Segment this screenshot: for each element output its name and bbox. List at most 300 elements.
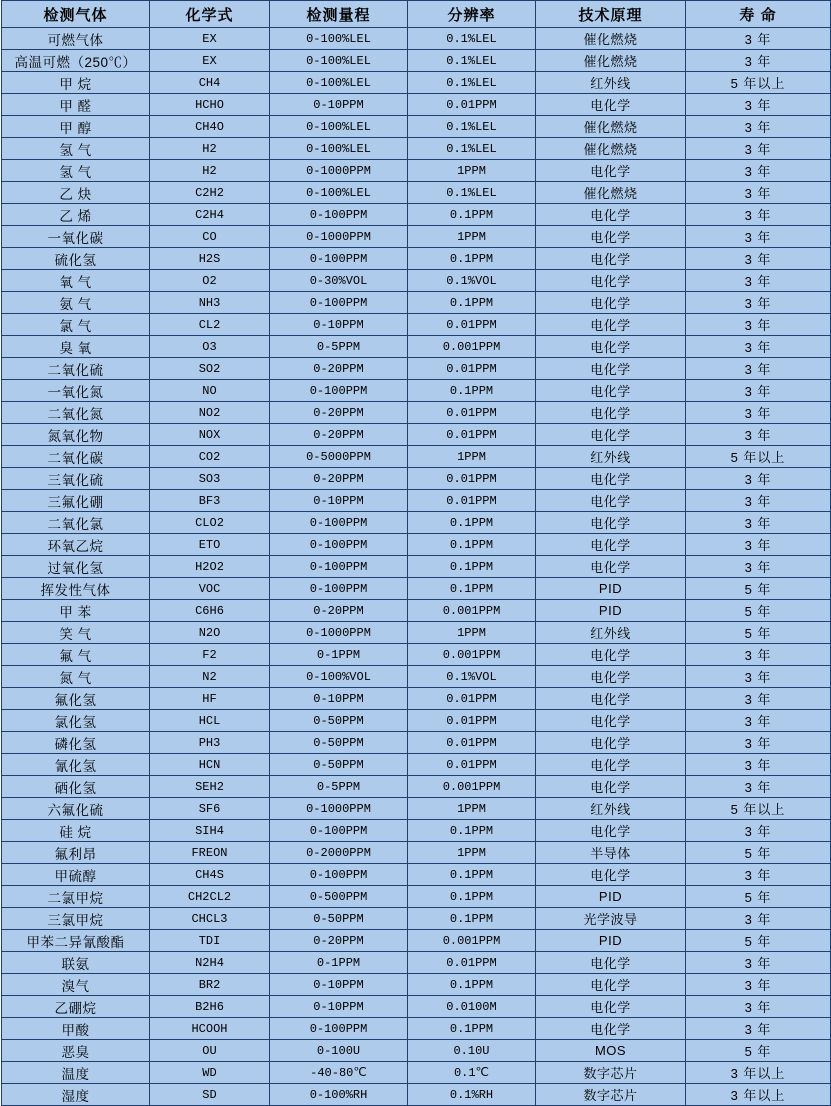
table-row bbox=[2, 798, 831, 820]
cell-formula: H2 bbox=[150, 160, 270, 182]
table-row bbox=[2, 820, 831, 842]
cell-lifetime: 3 年 bbox=[686, 490, 831, 512]
table-row bbox=[2, 94, 831, 116]
cell-resolution: 0.1%LEL bbox=[408, 182, 536, 204]
cell-range: 0-30%VOL bbox=[270, 270, 408, 292]
table-row bbox=[2, 754, 831, 776]
cell-formula: SD bbox=[150, 1084, 270, 1106]
cell-principle: 电化学 bbox=[536, 248, 686, 270]
cell-formula: EX bbox=[150, 28, 270, 50]
cell-gas-name: 可燃气体 bbox=[2, 28, 150, 50]
cell-gas-name: 一氧化碳 bbox=[2, 226, 150, 248]
cell-gas-name: 氧 气 bbox=[2, 270, 150, 292]
cell-resolution: 0.01PPM bbox=[408, 468, 536, 490]
cell-resolution: 1PPM bbox=[408, 226, 536, 248]
cell-gas-name: 湿度 bbox=[2, 1084, 150, 1106]
cell-formula: CH4S bbox=[150, 864, 270, 886]
cell-resolution: 0.01PPM bbox=[408, 358, 536, 380]
cell-formula: HCL bbox=[150, 710, 270, 732]
cell-formula: SO2 bbox=[150, 358, 270, 380]
cell-formula: SIH4 bbox=[150, 820, 270, 842]
table-row bbox=[2, 622, 831, 644]
cell-range: 0-10PPM bbox=[270, 996, 408, 1018]
cell-resolution: 1PPM bbox=[408, 842, 536, 864]
table-row bbox=[2, 380, 831, 402]
cell-gas-name: 高温可燃（250℃） bbox=[2, 50, 150, 72]
cell-range: 0-5000PPM bbox=[270, 446, 408, 468]
cell-principle: PID bbox=[536, 600, 686, 622]
cell-resolution: 0.1%VOL bbox=[408, 666, 536, 688]
cell-resolution: 0.1%LEL bbox=[408, 116, 536, 138]
cell-range: 0-100%LEL bbox=[270, 50, 408, 72]
cell-lifetime: 3 年 bbox=[686, 974, 831, 996]
cell-lifetime: 3 年 bbox=[686, 556, 831, 578]
column-header-range: 检测量程 bbox=[270, 1, 408, 28]
cell-resolution: 1PPM bbox=[408, 160, 536, 182]
cell-lifetime: 5 年 bbox=[686, 842, 831, 864]
cell-gas-name: 氢 气 bbox=[2, 138, 150, 160]
table-row bbox=[2, 1062, 831, 1084]
cell-lifetime: 3 年 bbox=[686, 1018, 831, 1040]
cell-principle: 电化学 bbox=[536, 270, 686, 292]
cell-gas-name: 二氧化硫 bbox=[2, 358, 150, 380]
cell-resolution: 0.01PPM bbox=[408, 402, 536, 424]
cell-gas-name: 氟化氢 bbox=[2, 688, 150, 710]
cell-formula: CH4O bbox=[150, 116, 270, 138]
table-header bbox=[2, 1, 831, 28]
table-row bbox=[2, 864, 831, 886]
cell-range: 0-1000PPM bbox=[270, 798, 408, 820]
table-row bbox=[2, 974, 831, 996]
cell-lifetime: 5 年 bbox=[686, 622, 831, 644]
cell-principle: 红外线 bbox=[536, 72, 686, 94]
cell-gas-name: 环氧乙烷 bbox=[2, 534, 150, 556]
cell-gas-name: 臭 氧 bbox=[2, 336, 150, 358]
cell-gas-name: 联氨 bbox=[2, 952, 150, 974]
cell-formula: NO bbox=[150, 380, 270, 402]
cell-lifetime: 3 年 bbox=[686, 292, 831, 314]
cell-formula: F2 bbox=[150, 644, 270, 666]
cell-range: 0-50PPM bbox=[270, 732, 408, 754]
cell-lifetime: 5 年 bbox=[686, 886, 831, 908]
cell-gas-name: 溴气 bbox=[2, 974, 150, 996]
cell-principle: 电化学 bbox=[536, 534, 686, 556]
cell-range: 0-50PPM bbox=[270, 908, 408, 930]
cell-resolution: 0.01PPM bbox=[408, 424, 536, 446]
cell-range: 0-100%LEL bbox=[270, 182, 408, 204]
table-row bbox=[2, 72, 831, 94]
cell-principle: 红外线 bbox=[536, 446, 686, 468]
table-body bbox=[2, 28, 831, 1106]
table-row bbox=[2, 842, 831, 864]
table-row bbox=[2, 952, 831, 974]
cell-gas-name: 磷化氢 bbox=[2, 732, 150, 754]
cell-formula: H2O2 bbox=[150, 556, 270, 578]
cell-formula: FREON bbox=[150, 842, 270, 864]
table-row bbox=[2, 732, 831, 754]
cell-lifetime: 3 年 bbox=[686, 776, 831, 798]
column-header-gas: 检测气体 bbox=[2, 1, 150, 28]
table-row bbox=[2, 204, 831, 226]
cell-resolution: 0.01PPM bbox=[408, 94, 536, 116]
cell-gas-name: 恶臭 bbox=[2, 1040, 150, 1062]
cell-resolution: 0.01PPM bbox=[408, 710, 536, 732]
cell-gas-name: 氯 气 bbox=[2, 314, 150, 336]
cell-resolution: 0.01PPM bbox=[408, 688, 536, 710]
cell-lifetime: 3 年 bbox=[686, 336, 831, 358]
column-header-formula: 化学式 bbox=[150, 1, 270, 28]
cell-resolution: 1PPM bbox=[408, 446, 536, 468]
cell-gas-name: 乙 炔 bbox=[2, 182, 150, 204]
cell-formula: ETO bbox=[150, 534, 270, 556]
cell-lifetime: 3 年 bbox=[686, 226, 831, 248]
cell-formula: H2S bbox=[150, 248, 270, 270]
cell-principle: 数字芯片 bbox=[536, 1084, 686, 1106]
cell-lifetime: 5 年以上 bbox=[686, 798, 831, 820]
cell-resolution: 0.001PPM bbox=[408, 644, 536, 666]
cell-principle: 电化学 bbox=[536, 358, 686, 380]
cell-gas-name: 氯化氢 bbox=[2, 710, 150, 732]
cell-range: 0-10PPM bbox=[270, 490, 408, 512]
cell-formula: SEH2 bbox=[150, 776, 270, 798]
cell-lifetime: 5 年 bbox=[686, 600, 831, 622]
table-row bbox=[2, 248, 831, 270]
cell-principle: 电化学 bbox=[536, 380, 686, 402]
cell-gas-name: 三氟化硼 bbox=[2, 490, 150, 512]
cell-principle: 电化学 bbox=[536, 776, 686, 798]
cell-principle: 电化学 bbox=[536, 424, 686, 446]
cell-range: 0-100PPM bbox=[270, 820, 408, 842]
cell-principle: 电化学 bbox=[536, 556, 686, 578]
cell-range: 0-100%LEL bbox=[270, 116, 408, 138]
cell-lifetime: 3 年 bbox=[686, 688, 831, 710]
table-row bbox=[2, 314, 831, 336]
cell-lifetime: 3 年 bbox=[686, 468, 831, 490]
table-row bbox=[2, 600, 831, 622]
cell-resolution: 0.1PPM bbox=[408, 974, 536, 996]
cell-resolution: 0.1%LEL bbox=[408, 138, 536, 160]
cell-range: 0-100%RH bbox=[270, 1084, 408, 1106]
cell-gas-name: 氟利昂 bbox=[2, 842, 150, 864]
cell-resolution: 0.1%LEL bbox=[408, 50, 536, 72]
cell-gas-name: 三氯甲烷 bbox=[2, 908, 150, 930]
cell-gas-name: 氮 气 bbox=[2, 666, 150, 688]
cell-gas-name: 甲 醇 bbox=[2, 116, 150, 138]
cell-range: 0-100%LEL bbox=[270, 138, 408, 160]
cell-gas-name: 甲苯二异氰酸酯 bbox=[2, 930, 150, 952]
cell-principle: 催化燃烧 bbox=[536, 28, 686, 50]
cell-principle: 电化学 bbox=[536, 996, 686, 1018]
cell-formula: CH4 bbox=[150, 72, 270, 94]
cell-resolution: 0.1PPM bbox=[408, 556, 536, 578]
cell-principle: 电化学 bbox=[536, 974, 686, 996]
cell-gas-name: 氢 气 bbox=[2, 160, 150, 182]
cell-range: 0-100%VOL bbox=[270, 666, 408, 688]
cell-range: 0-100PPM bbox=[270, 556, 408, 578]
table-row bbox=[2, 28, 831, 50]
cell-lifetime: 3 年 bbox=[686, 820, 831, 842]
cell-formula: OU bbox=[150, 1040, 270, 1062]
cell-principle: 电化学 bbox=[536, 336, 686, 358]
table-row bbox=[2, 1084, 831, 1106]
gas-sensor-table bbox=[1, 0, 831, 1106]
cell-lifetime: 3 年 bbox=[686, 952, 831, 974]
cell-range: 0-500PPM bbox=[270, 886, 408, 908]
cell-formula: C2H4 bbox=[150, 204, 270, 226]
cell-lifetime: 3 年 bbox=[686, 864, 831, 886]
cell-principle: 电化学 bbox=[536, 666, 686, 688]
cell-lifetime: 3 年 bbox=[686, 248, 831, 270]
table-row bbox=[2, 116, 831, 138]
cell-principle: 电化学 bbox=[536, 204, 686, 226]
cell-principle: 催化燃烧 bbox=[536, 50, 686, 72]
cell-principle: 电化学 bbox=[536, 820, 686, 842]
cell-formula: B2H6 bbox=[150, 996, 270, 1018]
cell-formula: N2H4 bbox=[150, 952, 270, 974]
cell-resolution: 0.01PPM bbox=[408, 732, 536, 754]
cell-range: 0-100%LEL bbox=[270, 72, 408, 94]
cell-resolution: 0.1PPM bbox=[408, 292, 536, 314]
cell-formula: HCN bbox=[150, 754, 270, 776]
table-row bbox=[2, 468, 831, 490]
cell-formula: H2 bbox=[150, 138, 270, 160]
cell-lifetime: 3 年 bbox=[686, 182, 831, 204]
table-row bbox=[2, 358, 831, 380]
cell-lifetime: 5 年 bbox=[686, 578, 831, 600]
cell-resolution: 0.01PPM bbox=[408, 754, 536, 776]
cell-principle: 电化学 bbox=[536, 952, 686, 974]
cell-formula: HF bbox=[150, 688, 270, 710]
table-row bbox=[2, 292, 831, 314]
cell-gas-name: 甲 烷 bbox=[2, 72, 150, 94]
cell-formula: CO2 bbox=[150, 446, 270, 468]
cell-principle: 数字芯片 bbox=[536, 1062, 686, 1084]
cell-resolution: 0.1PPM bbox=[408, 204, 536, 226]
cell-formula: CO bbox=[150, 226, 270, 248]
cell-principle: 电化学 bbox=[536, 1018, 686, 1040]
cell-principle: 电化学 bbox=[536, 314, 686, 336]
cell-formula: HCHO bbox=[150, 94, 270, 116]
cell-lifetime: 3 年以上 bbox=[686, 1084, 831, 1106]
column-header-resolution: 分辨率 bbox=[408, 1, 536, 28]
cell-lifetime: 5 年以上 bbox=[686, 446, 831, 468]
cell-principle: 光学波导 bbox=[536, 908, 686, 930]
cell-range: 0-1000PPM bbox=[270, 226, 408, 248]
table-row bbox=[2, 556, 831, 578]
cell-resolution: 0.1%VOL bbox=[408, 270, 536, 292]
cell-formula: C6H6 bbox=[150, 600, 270, 622]
table-row bbox=[2, 688, 831, 710]
table-row bbox=[2, 490, 831, 512]
cell-principle: 电化学 bbox=[536, 226, 686, 248]
cell-resolution: 0.01PPM bbox=[408, 490, 536, 512]
cell-principle: 半导体 bbox=[536, 842, 686, 864]
cell-formula: SO3 bbox=[150, 468, 270, 490]
cell-range: 0-10PPM bbox=[270, 688, 408, 710]
cell-lifetime: 3 年 bbox=[686, 908, 831, 930]
cell-lifetime: 3 年 bbox=[686, 710, 831, 732]
cell-range: 0-10PPM bbox=[270, 974, 408, 996]
cell-resolution: 0.1%LEL bbox=[408, 28, 536, 50]
cell-formula: CL2 bbox=[150, 314, 270, 336]
cell-range: 0-10PPM bbox=[270, 94, 408, 116]
table-row bbox=[2, 644, 831, 666]
cell-gas-name: 笑 气 bbox=[2, 622, 150, 644]
cell-gas-name: 温度 bbox=[2, 1062, 150, 1084]
cell-range: 0-1000PPM bbox=[270, 622, 408, 644]
cell-formula: CLO2 bbox=[150, 512, 270, 534]
cell-formula: TDI bbox=[150, 930, 270, 952]
cell-range: 0-20PPM bbox=[270, 468, 408, 490]
cell-formula: PH3 bbox=[150, 732, 270, 754]
cell-lifetime: 3 年 bbox=[686, 732, 831, 754]
table-row bbox=[2, 710, 831, 732]
cell-range: 0-100PPM bbox=[270, 204, 408, 226]
cell-lifetime: 3 年以上 bbox=[686, 1062, 831, 1084]
table-row bbox=[2, 270, 831, 292]
cell-lifetime: 3 年 bbox=[686, 94, 831, 116]
cell-resolution: 0.001PPM bbox=[408, 600, 536, 622]
table-row bbox=[2, 446, 831, 468]
cell-gas-name: 二氧化氯 bbox=[2, 512, 150, 534]
cell-resolution: 0.1%RH bbox=[408, 1084, 536, 1106]
cell-principle: PID bbox=[536, 578, 686, 600]
cell-gas-name: 硫化氢 bbox=[2, 248, 150, 270]
cell-principle: 电化学 bbox=[536, 94, 686, 116]
cell-gas-name: 乙 烯 bbox=[2, 204, 150, 226]
cell-formula: O3 bbox=[150, 336, 270, 358]
cell-lifetime: 3 年 bbox=[686, 380, 831, 402]
cell-range: 0-50PPM bbox=[270, 710, 408, 732]
cell-gas-name: 乙硼烷 bbox=[2, 996, 150, 1018]
table-row bbox=[2, 534, 831, 556]
cell-gas-name: 过氧化氢 bbox=[2, 556, 150, 578]
cell-lifetime: 3 年 bbox=[686, 160, 831, 182]
cell-principle: 红外线 bbox=[536, 798, 686, 820]
cell-formula: NO2 bbox=[150, 402, 270, 424]
column-header-principle: 技术原理 bbox=[536, 1, 686, 28]
cell-resolution: 0.1PPM bbox=[408, 886, 536, 908]
table-row bbox=[2, 1018, 831, 1040]
cell-principle: PID bbox=[536, 886, 686, 908]
cell-gas-name: 氨 气 bbox=[2, 292, 150, 314]
cell-principle: 电化学 bbox=[536, 864, 686, 886]
column-header-lifetime: 寿 命 bbox=[686, 1, 831, 28]
table-row bbox=[2, 424, 831, 446]
cell-range: 0-100%LEL bbox=[270, 28, 408, 50]
cell-resolution: 1PPM bbox=[408, 622, 536, 644]
cell-formula: SF6 bbox=[150, 798, 270, 820]
cell-formula: EX bbox=[150, 50, 270, 72]
cell-lifetime: 3 年 bbox=[686, 424, 831, 446]
cell-resolution: 0.1PPM bbox=[408, 864, 536, 886]
cell-range: 0-100PPM bbox=[270, 512, 408, 534]
cell-principle: 电化学 bbox=[536, 402, 686, 424]
cell-range: 0-1PPM bbox=[270, 952, 408, 974]
table-row bbox=[2, 908, 831, 930]
cell-principle: 电化学 bbox=[536, 710, 686, 732]
cell-range: 0-100PPM bbox=[270, 578, 408, 600]
cell-range: -40-80℃ bbox=[270, 1062, 408, 1084]
cell-range: 0-5PPM bbox=[270, 776, 408, 798]
cell-formula: CH2CL2 bbox=[150, 886, 270, 908]
cell-gas-name: 二氧化氮 bbox=[2, 402, 150, 424]
cell-principle: 催化燃烧 bbox=[536, 182, 686, 204]
cell-principle: 电化学 bbox=[536, 512, 686, 534]
cell-lifetime: 5 年 bbox=[686, 930, 831, 952]
cell-range: 0-100PPM bbox=[270, 380, 408, 402]
cell-gas-name: 甲 醛 bbox=[2, 94, 150, 116]
cell-lifetime: 3 年 bbox=[686, 314, 831, 336]
cell-resolution: 0.0100M bbox=[408, 996, 536, 1018]
cell-range: 0-20PPM bbox=[270, 930, 408, 952]
cell-lifetime: 3 年 bbox=[686, 116, 831, 138]
table-row bbox=[2, 666, 831, 688]
cell-resolution: 0.001PPM bbox=[408, 930, 536, 952]
cell-lifetime: 3 年 bbox=[686, 270, 831, 292]
cell-principle: 电化学 bbox=[536, 292, 686, 314]
cell-formula: WD bbox=[150, 1062, 270, 1084]
cell-resolution: 0.1%LEL bbox=[408, 72, 536, 94]
cell-resolution: 0.1PPM bbox=[408, 908, 536, 930]
cell-formula: N2 bbox=[150, 666, 270, 688]
cell-range: 0-5PPM bbox=[270, 336, 408, 358]
cell-gas-name: 氟 气 bbox=[2, 644, 150, 666]
cell-resolution: 0.01PPM bbox=[408, 314, 536, 336]
cell-range: 0-1PPM bbox=[270, 644, 408, 666]
cell-lifetime: 3 年 bbox=[686, 204, 831, 226]
cell-formula: BF3 bbox=[150, 490, 270, 512]
cell-formula: N2O bbox=[150, 622, 270, 644]
cell-lifetime: 5 年 bbox=[686, 1040, 831, 1062]
cell-formula: O2 bbox=[150, 270, 270, 292]
cell-range: 0-100PPM bbox=[270, 864, 408, 886]
cell-range: 0-10PPM bbox=[270, 314, 408, 336]
table-row bbox=[2, 336, 831, 358]
cell-range: 0-20PPM bbox=[270, 358, 408, 380]
cell-lifetime: 3 年 bbox=[686, 644, 831, 666]
cell-range: 0-100U bbox=[270, 1040, 408, 1062]
cell-range: 0-20PPM bbox=[270, 600, 408, 622]
cell-resolution: 0.001PPM bbox=[408, 776, 536, 798]
cell-principle: MOS bbox=[536, 1040, 686, 1062]
cell-gas-name: 二氯甲烷 bbox=[2, 886, 150, 908]
cell-range: 0-1000PPM bbox=[270, 160, 408, 182]
cell-resolution: 0.1PPM bbox=[408, 380, 536, 402]
cell-gas-name: 甲 苯 bbox=[2, 600, 150, 622]
cell-gas-name: 氰化氢 bbox=[2, 754, 150, 776]
table-row bbox=[2, 886, 831, 908]
cell-principle: 电化学 bbox=[536, 732, 686, 754]
cell-lifetime: 3 年 bbox=[686, 534, 831, 556]
table-row bbox=[2, 138, 831, 160]
cell-formula: VOC bbox=[150, 578, 270, 600]
cell-resolution: 0.1PPM bbox=[408, 512, 536, 534]
table-header-row bbox=[2, 1, 831, 28]
cell-range: 0-100PPM bbox=[270, 248, 408, 270]
cell-gas-name: 甲酸 bbox=[2, 1018, 150, 1040]
cell-principle: 电化学 bbox=[536, 468, 686, 490]
cell-formula: C2H2 bbox=[150, 182, 270, 204]
table-row bbox=[2, 512, 831, 534]
cell-resolution: 0.01PPM bbox=[408, 952, 536, 974]
cell-gas-name: 硒化氢 bbox=[2, 776, 150, 798]
cell-gas-name: 硅 烷 bbox=[2, 820, 150, 842]
table-row bbox=[2, 182, 831, 204]
cell-principle: 电化学 bbox=[536, 644, 686, 666]
cell-resolution: 0.10U bbox=[408, 1040, 536, 1062]
cell-gas-name: 一氧化氮 bbox=[2, 380, 150, 402]
